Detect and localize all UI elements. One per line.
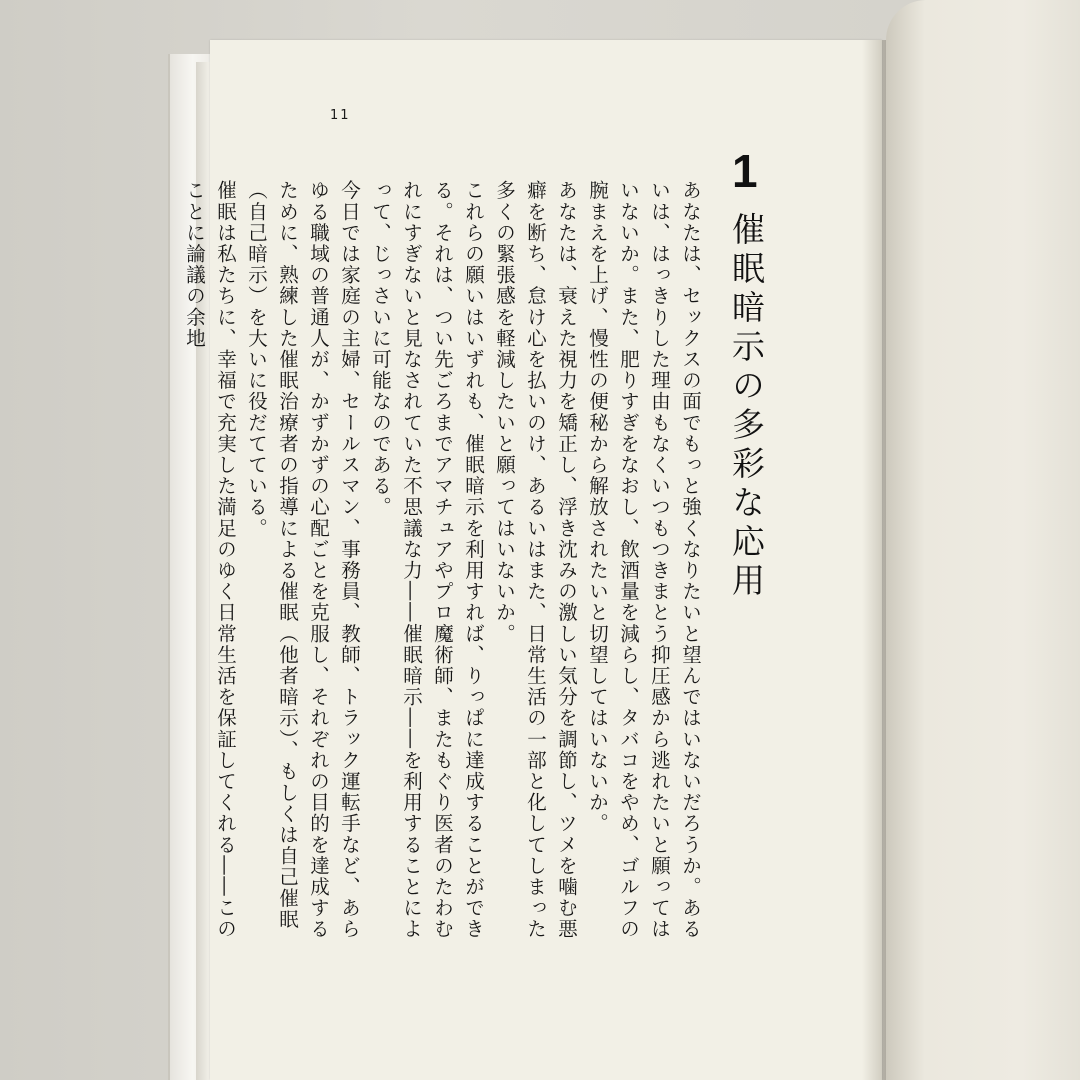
body-text — [183, 160, 706, 960]
paragraph-1: あなたは、セックスの面でもっと強くなりたいと望んではいないだろうか。あるいは、はっきりした理由もなくいつもつきまとう抑圧感から逃れたいと願ってはいないか。また、肥りすぎをなおし、飲酒量を減らし、タバコをやめ、ゴルフの腕まえを上げ、慢性の便秘から解放されたいと切望してはいないか。 — [586, 180, 702, 940]
facing-page — [886, 0, 1080, 1080]
chapter-number: 1 — [732, 145, 758, 197]
paragraph-5: 催眠は私たちに、幸福で充実した満足のゆく日常生活を保証してくれる――このことに論議の余地 — [183, 180, 237, 940]
paragraph-2: あなたは、衰えた視力を矯正し、浮き沈みの激しい気分を調節し、ツメを噛む悪癖を断ち、怠け心を払いのけ、あるいはまた、日常生活の一部と化してしまった多くの緊張感を軽減したいと願ってはいないか。 — [493, 180, 578, 940]
chapter-title: 催眠暗示の多彩な応用 — [727, 212, 766, 602]
paragraph-4: 今日では家庭の主婦、セールスマン、事務員、教師、トラック運転手など、あらゆる職域の普通人が、かずかずの心配ごとを克服し、それぞれの目的を達成するために、熟練した催眠治療者の指導による催眠（他者暗示）、もしくは自己催眠（自己暗示）を大いに役だてている。 — [245, 180, 361, 940]
page-number: 11 — [330, 108, 351, 123]
paragraph-3: これらの願いはいずれも、催眠暗示を利用すれば、りっぱに達成することができる。それは、つい先ごろまでアマチュアやプロ魔術師、またもぐり医者のたわむれにすぎないと見なされていた不思議な力――催眠暗示――を利用することによって、じっさいに可能なのである。 — [369, 180, 485, 940]
